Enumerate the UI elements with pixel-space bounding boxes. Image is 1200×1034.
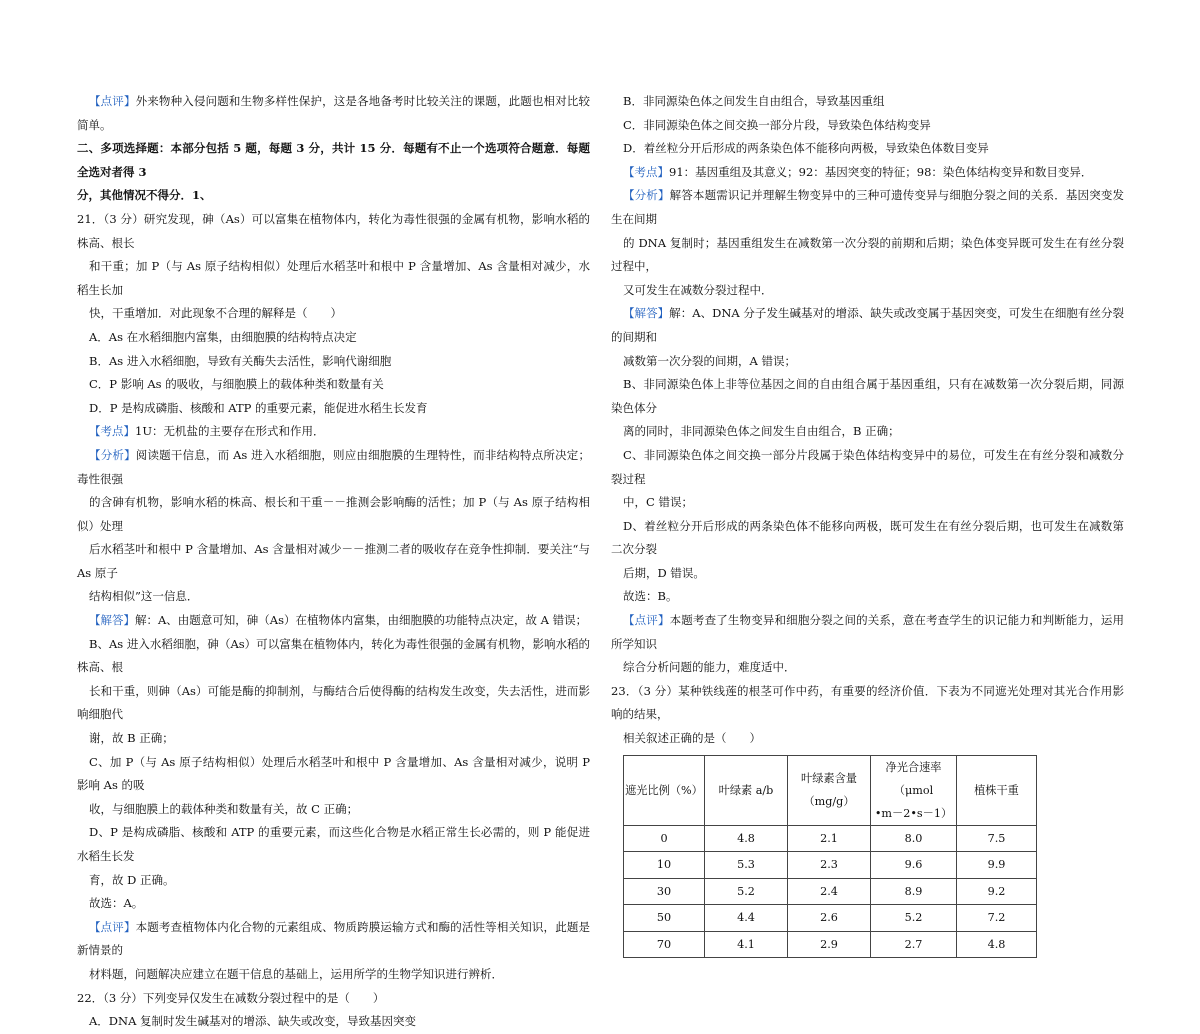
option-21-a: A．As 在水稻细胞内富集，由细胞膜的结构特点决定	[89, 329, 357, 344]
left-column	[77, 90, 590, 1034]
table-cell: 4.1	[705, 931, 788, 958]
analysis-tag: 【分析】	[623, 188, 670, 203]
table-cell: 30	[624, 878, 705, 905]
right-column	[611, 90, 1124, 958]
question-23-stem: 23．（3 分）某种铁线莲的根茎可作中药，有重要的经济价值．下表为不同遮光处理对其光合作用影响的结果，	[611, 683, 1124, 722]
answer-21-choice: 故选：A。	[89, 896, 144, 911]
table-cell: 9.6	[871, 852, 957, 879]
answer-21-cont: 长和干重，则砷（As）可能是酶的抑制剂，与酶结合后使得酶的结构发生改变，失去活性，进而影响细胞代	[77, 683, 590, 722]
table-cell: 2.6	[788, 905, 871, 932]
answer-22-cont: 中，C 错误；	[623, 495, 693, 510]
table-cell: 5.2	[871, 905, 957, 932]
table-cell: 50	[624, 905, 705, 932]
question-21-stem-cont: 和干重；加 P（与 As 原子结构相似）处理后水稻茎叶和根中 P 含量增加、As 含量相对减少，水稻生长加	[77, 259, 590, 297]
table-cell: 2.3	[788, 852, 871, 879]
answer-22: 【解答】解：A、DNA 分子发生碱基对的增添、缺失或改变属于基因突变，可发生在细胞有丝分裂的间期和	[611, 306, 1125, 344]
commentary-21-cont: 材料题，问题解决应建立在题干信息的基础上，运用所学的生物学知识进行辨析．	[89, 966, 503, 981]
table-cell: 7.5	[957, 825, 1037, 852]
answer-tag: 【解答】	[623, 306, 670, 321]
option-21-c: C．P 影响 As 的吸收，与细胞膜上的载体种类和数量有关	[89, 377, 384, 392]
table-cell: 8.0	[871, 825, 957, 852]
commentary-tag: 【点评】	[89, 94, 136, 108]
answer-tag: 【解答】	[89, 613, 135, 628]
commentary-tag: 【点评】	[89, 919, 136, 934]
option-22-a: A．DNA 复制时发生碱基对的增添、缺失或改变，导致基因突变	[89, 1014, 417, 1029]
answer-21-cont: D、P 是构成磷脂、核酸和 ATP 的重要元素，而这些化合物是水稻正常生长必需的，则 P 能促进水稻生长发	[77, 825, 590, 863]
answer-21-cont: C、加 P（与 As 原子结构相似）处理后水稻茎叶和根中 P 含量增加、As 含量相对减少，说明 P 影响 As 的吸	[77, 754, 590, 793]
answer-22-cont: 减数第一次分裂的间期，A 错误；	[623, 353, 796, 368]
commentary-tag: 【点评】	[623, 613, 670, 628]
commentary-22-cont: 综合分析问题的能力，难度适中．	[623, 660, 796, 675]
table-cell: 2.4	[788, 878, 871, 905]
answer-21-cont: 育，故 D 正确。	[89, 872, 175, 887]
key-point-21: 【考点】1U：无机盐的主要存在形式和作用．	[89, 424, 325, 439]
answer-22-cont: 后期，D 错误。	[623, 565, 705, 580]
table-row	[624, 878, 1037, 905]
commentary-21: 【点评】本题考查植物体内化合物的元素组成、物质跨膜运输方式和酶的活性等相关知识，此题是新情景的	[77, 919, 591, 958]
key-point-tag: 【考点】	[623, 164, 669, 179]
table-cell: 5.2	[705, 878, 788, 905]
answer-22-cont: B、非同源染色体上非等位基因之间的自由组合属于基因重组，只有在减数第一次分裂后期，同源染色体分	[611, 377, 1124, 415]
header-chlorophyll-ab: 叶绿素 a/b	[705, 755, 788, 825]
table-cell: 2.7	[871, 931, 957, 958]
table-cell: 5.3	[705, 852, 788, 879]
answer-22-choice: 故选：B。	[623, 589, 678, 604]
analysis-21-cont: 后水稻茎叶和根中 P 含量增加、As 含量相对减少－－推测二者的吸收存在竞争性抑制．要关注“与 As 原子	[77, 542, 590, 580]
commentary-20: 【点评】外来物种入侵问题和生物多样性保护，这是各地备考时比较关注的课题，此题也相对比较简单。	[77, 94, 591, 132]
table-row	[624, 852, 1037, 879]
table-cell: 7.2	[957, 905, 1037, 932]
table-cell: 9.9	[957, 852, 1037, 879]
header-net-photosynthesis: 净光合速率（μmol •m－2•s－1）	[871, 755, 957, 825]
option-22-d: D．着丝粒分开后形成的两条染色体不能移向两极，导致染色体数目变异	[623, 141, 989, 156]
question-21-stem-cont: 快，干重增加．对此现象不合理的解释是（ ）	[89, 306, 342, 321]
answer-21-cont: B、As 进入水稻细胞，砷（As）可以富集在植物体内，转化为毒性很强的金属有机物，影响水稻的株高、根	[77, 636, 590, 675]
header-chlorophyll-content: 叶绿素含量 （mg/g）	[788, 755, 871, 825]
option-22-b: B．非同源染色体之间发生自由组合，导致基因重组	[623, 94, 885, 108]
option-21-b: B．As 进入水稻细胞，导致有关酶失去活性，影响代谢细胞	[89, 353, 392, 368]
table-row	[624, 905, 1037, 932]
table-cell: 10	[624, 852, 705, 879]
option-22-c: C．非同源染色体之间交换一部分片段，导致染色体结构变异	[623, 117, 931, 132]
analysis-22: 【分析】解答本题需识记并理解生物变异中的三种可遗传变异与细胞分裂之间的关系．基因突变发生在间期	[611, 188, 1125, 226]
answer-21: 【解答】解：A、由题意可知，砷（As）在植物体内富集，由细胞膜的功能特点决定，故 A 错误；	[89, 613, 588, 628]
commentary-22: 【点评】本题考查了生物变异和细胞分裂之间的关系，意在考查学生的识记能力和判断能力，运用所学知识	[611, 613, 1125, 651]
answer-22-cont: D、着丝粒分开后形成的两条染色体不能移向两极，既可发生在有丝分裂后期，也可发生在减数第二次分裂	[611, 518, 1124, 557]
question-21-stem: 21．（3 分）研究发现，砷（As）可以富集在植物体内，转化为毒性很强的金属有机物，影响水稻的株高、根长	[77, 211, 590, 250]
table-cell: 4.8	[957, 931, 1037, 958]
header-shading-ratio: 遮光比例（%）	[624, 755, 705, 825]
option-21-d: D．P 是构成磷脂、核酸和 ATP 的重要元素，能促进水稻生长发育	[89, 400, 428, 415]
analysis-21-cont: 结构相似”这一信息．	[89, 589, 199, 604]
key-point-tag: 【考点】	[89, 424, 135, 439]
table-cell: 0	[624, 825, 705, 852]
section-heading-cont: 分，其他情况不得分．1、	[77, 188, 212, 203]
answer-22-cont: C、非同源染色体之间交换一部分片段属于染色体结构变异中的易位，可发生在有丝分裂和减数分裂过程	[611, 447, 1124, 486]
table-row	[624, 931, 1037, 958]
shading-results-table	[623, 755, 1037, 959]
table-cell: 2.1	[788, 825, 871, 852]
table-cell: 4.8	[705, 825, 788, 852]
section-heading: 二、多项选择题：本部分包括 5 题，每题 3 分，共计 15 分．每题有不止一个选项符合题意．每题全选对者得 3	[77, 141, 590, 179]
table-cell: 9.2	[957, 878, 1037, 905]
analysis-21: 【分析】阅读题干信息，而 As 进入水稻细胞，则应由细胞膜的生理特性，而非结构特点所决定；毒性很强	[77, 447, 591, 486]
table-cell: 8.9	[871, 878, 957, 905]
question-23-stem-cont: 相关叙述正确的是（ ）	[623, 731, 761, 746]
answer-22-cont: 离的同时，非同源染色体之间发生自由组合，B 正确；	[623, 424, 900, 439]
analysis-21-cont: 的含砷有机物，影响水稻的株高、根长和干重－－推测会影响酶的活性；加 P（与 As 原子结构相似）处理	[77, 495, 590, 533]
answer-21-cont: 谢，故 B 正确；	[89, 731, 174, 746]
table-cell: 2.9	[788, 931, 871, 958]
analysis-tag: 【分析】	[89, 447, 136, 462]
question-22-stem: 22．（3 分）下列变异仅发生在减数分裂过程中的是（ ）	[77, 990, 385, 1005]
analysis-22-cont: 的 DNA 复制时；基因重组发生在减数第一次分裂的前期和后期；染色体变异既可发生在有丝分裂过程中，	[611, 235, 1124, 274]
table-cell: 4.4	[705, 905, 788, 932]
table-header-row	[624, 755, 1037, 825]
answer-21-cont: 收，与细胞膜上的载体种类和数量有关，故 C 正确；	[89, 801, 359, 816]
analysis-22-cont: 又可发生在减数分裂过程中．	[623, 282, 773, 297]
header-dry-weight: 植株干重	[957, 755, 1037, 825]
table-cell: 70	[624, 931, 705, 958]
key-point-22: 【考点】91：基因重组及其意义；92：基因突变的特征；98：染色体结构变异和数目变异．	[623, 164, 1093, 179]
